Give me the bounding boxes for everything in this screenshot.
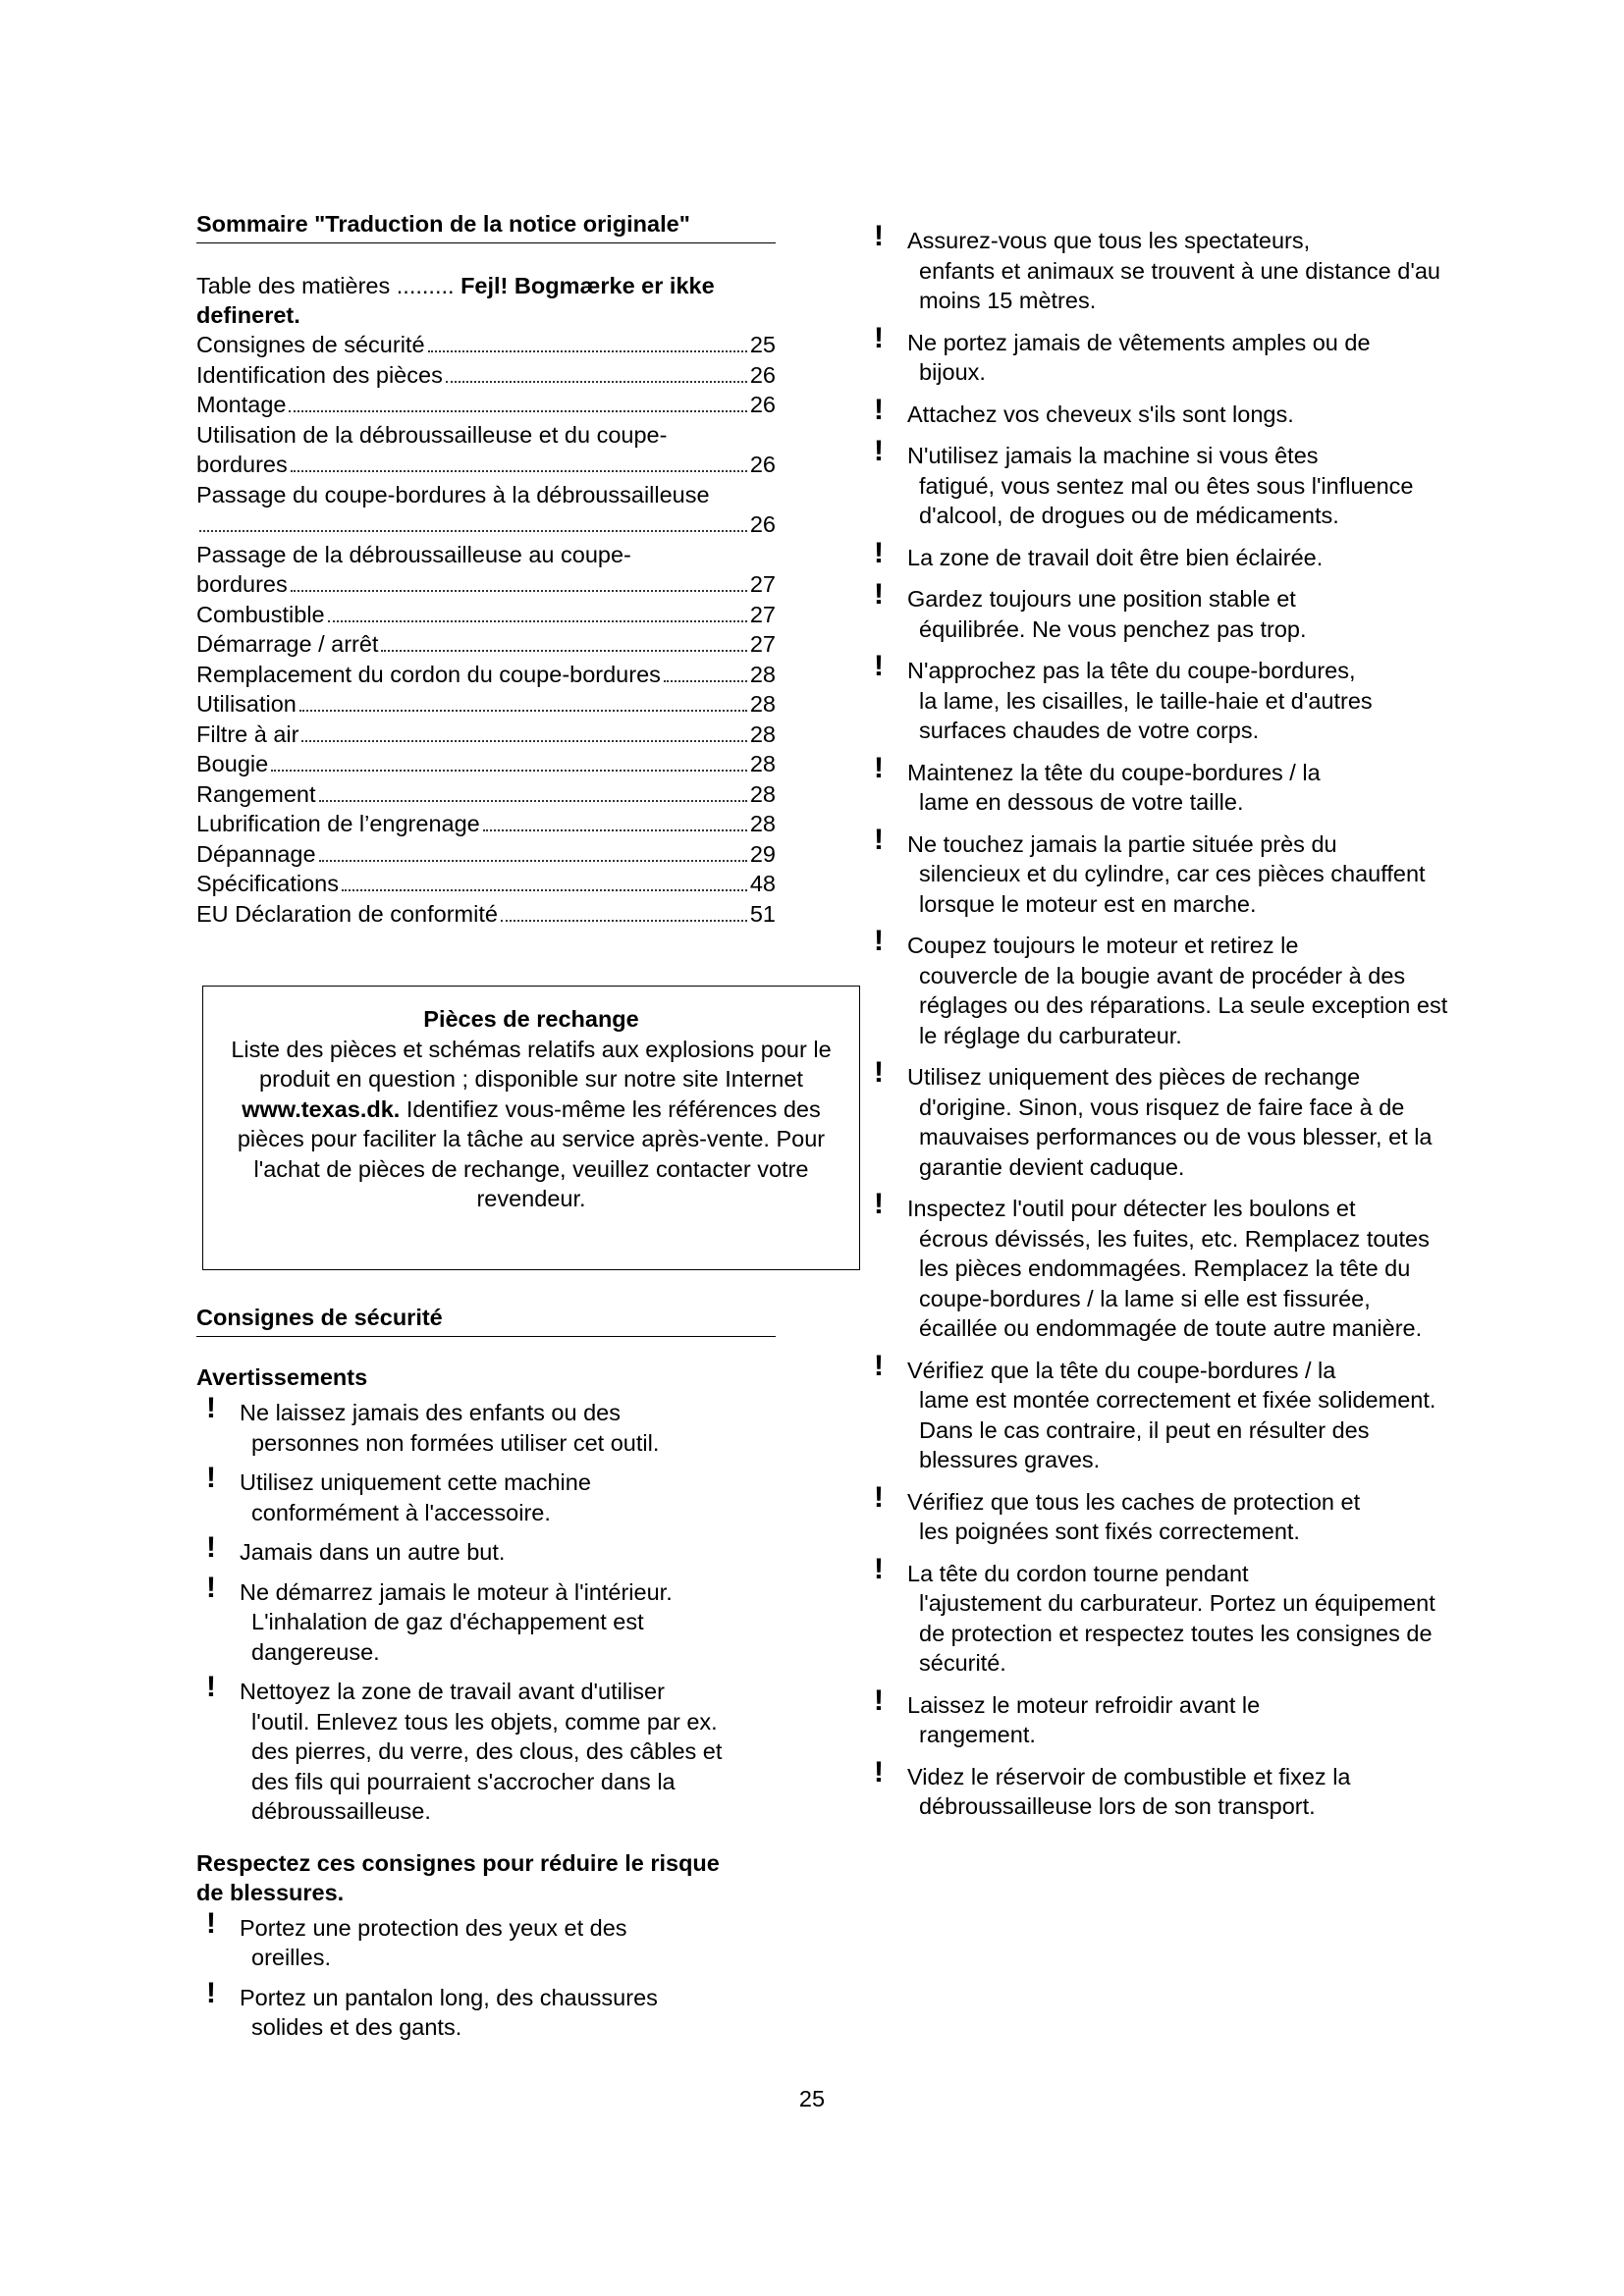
warning-item bbox=[196, 1571, 746, 1668]
warning-text-first: La zone de travail doit être bien éclairée. bbox=[907, 544, 1324, 570]
warning-text-rest: débroussailleuse lors de son transport. bbox=[919, 1793, 1316, 1819]
warning-text bbox=[907, 1062, 1453, 1182]
warning-text-first: Ne démarrez jamais le moteur à l'intérieur. bbox=[240, 1578, 673, 1605]
warning-text-first: Utilisez uniquement des pièces de rechange bbox=[907, 1064, 1361, 1090]
toc-entry-page: 26 bbox=[749, 392, 776, 417]
exclamation-icon: ! bbox=[874, 578, 884, 611]
toc-entry[interactable] bbox=[196, 899, 776, 930]
toc-dot-leader bbox=[664, 680, 747, 682]
warning-text-rest: bijoux. bbox=[919, 359, 986, 385]
warning-text-first: Jamais dans un autre but. bbox=[240, 1539, 506, 1565]
toc-entry-label: Utilisation bbox=[196, 691, 297, 717]
warning-item bbox=[864, 578, 1453, 644]
warning-text-rest: équilibrée. Ne vous penchez pas trop. bbox=[919, 615, 1307, 642]
exclamation-icon: ! bbox=[206, 1392, 216, 1424]
website-link[interactable]: www.texas.dk. bbox=[242, 1095, 401, 1122]
toc-entry-label: Spécifications bbox=[196, 871, 339, 896]
warning-text-first: Ne portez jamais de vêtements amples ou de bbox=[907, 329, 1371, 355]
warning-text-rest: couvercle de la bougie avant de procéder à des réglages ou des réparations. La seule exception est le réglage du carburateur. bbox=[919, 962, 1448, 1048]
toc-dot-leader bbox=[446, 381, 747, 383]
warning-text-rest: personnes non formées utiliser cet outil. bbox=[251, 1429, 660, 1456]
toc-entry-label: Dépannage bbox=[196, 840, 316, 867]
toc-entry[interactable] bbox=[196, 809, 776, 839]
exclamation-icon: ! bbox=[874, 1552, 884, 1585]
exclamation-icon: ! bbox=[874, 1349, 884, 1382]
warning-item bbox=[864, 220, 1453, 316]
warning-text bbox=[907, 328, 1453, 388]
toc-entry[interactable] bbox=[196, 509, 776, 540]
toc-entry-page: 29 bbox=[749, 840, 776, 867]
warning-item bbox=[864, 1349, 1453, 1475]
toc-entry-label: Rangement bbox=[196, 780, 316, 807]
toc-entry-label: Combustible bbox=[196, 601, 325, 627]
warning-text-first: Gardez toujours une position stable et bbox=[907, 586, 1296, 612]
toc-entry-page: 26 bbox=[749, 452, 776, 477]
warning-item bbox=[196, 1906, 746, 1973]
toc-entry-label: Consignes de sécurité bbox=[196, 332, 425, 357]
toc-entry-label: bordures bbox=[196, 452, 288, 477]
toc-entry-page: 28 bbox=[749, 780, 776, 807]
warning-item bbox=[864, 393, 1453, 430]
warning-item bbox=[196, 1671, 746, 1827]
exclamation-icon: ! bbox=[874, 321, 884, 354]
exclamation-icon: ! bbox=[874, 1755, 884, 1789]
toc-dot-leader bbox=[301, 740, 746, 742]
warning-text-rest: oreilles. bbox=[251, 1945, 331, 1970]
warning-text-first: Maintenez la tête du coupe-bordures / la bbox=[907, 759, 1321, 785]
toc-entry-page: 28 bbox=[749, 661, 776, 687]
toc-entry[interactable] bbox=[196, 330, 776, 360]
warning-text-first: Attachez vos cheveux s'ils sont longs. bbox=[907, 400, 1294, 427]
warning-text-rest: solides et des gants. bbox=[251, 2014, 462, 2040]
toc-dot-leader bbox=[501, 920, 747, 922]
warning-text bbox=[907, 829, 1453, 920]
toc-entry-page: 27 bbox=[749, 571, 776, 597]
toc-entry-page: 28 bbox=[749, 751, 776, 776]
warning-text-rest: L'inhalation de gaz d'échappement est dangereuse. bbox=[251, 1609, 644, 1665]
exclamation-icon: ! bbox=[874, 1056, 884, 1089]
toc-entry[interactable] bbox=[196, 569, 776, 600]
warning-item bbox=[864, 1188, 1453, 1344]
warning-text bbox=[907, 441, 1453, 531]
exclamation-icon: ! bbox=[874, 435, 884, 467]
warning-text bbox=[907, 1487, 1453, 1547]
warning-text-rest: fatigué, vous sentez mal ou êtes sous l'influence d'alcool, de drogues ou de médicaments. bbox=[919, 472, 1414, 528]
toc-dot-leader bbox=[319, 800, 747, 802]
exclamation-icon: ! bbox=[206, 1906, 216, 1940]
warning-item bbox=[864, 1683, 1453, 1750]
toc-entry-page: 26 bbox=[749, 361, 776, 388]
warning-text bbox=[240, 1398, 746, 1458]
toc-entry[interactable] bbox=[196, 689, 776, 720]
exclamation-icon: ! bbox=[874, 393, 884, 426]
exclamation-icon: ! bbox=[206, 1976, 216, 2009]
warning-text-rest: d'origine. Sinon, vous risquez de faire face à de mauvaises performances ou de vous blesser, et la garantie devient caduque. bbox=[919, 1094, 1433, 1180]
exclamation-icon: ! bbox=[874, 751, 884, 784]
warning-text bbox=[907, 1762, 1453, 1822]
spare-parts-text: Liste des pièces et schémas relatifs aux explosions pour le produit en question ; disponible sur notre site Internet www.texas.dk. Identifiez vous-même les références des pièces pour faciliter la tâche au service après-vente. Pour l'achat de pièces de rechange, veuillez contacter votre revendeur. bbox=[231, 1036, 832, 1211]
toc-entry[interactable] bbox=[196, 660, 776, 690]
toc-first-entry bbox=[196, 271, 776, 330]
toc-entry-page: 25 bbox=[749, 332, 776, 357]
warning-text bbox=[907, 1194, 1453, 1344]
warning-text-rest: la lame, les cisailles, le taille-haie et d'autres surfaces chaudes de votre corps. bbox=[919, 687, 1373, 743]
warning-text bbox=[907, 226, 1453, 316]
warning-text bbox=[240, 1983, 746, 2043]
toc-dot-leader bbox=[291, 470, 747, 472]
warning-text-rest: silencieux et du cylindre, car ces pièces chauffent lorsque le moteur est en marche. bbox=[919, 861, 1426, 917]
toc-entry-label: Démarrage / arrêt bbox=[196, 631, 379, 657]
warning-text-rest: lame est montée correctement et fixée solidement. Dans le cas contraire, il peut en résulter des blessures graves. bbox=[919, 1387, 1436, 1472]
safety-title: Consignes de sécurité bbox=[196, 1304, 776, 1337]
exclamation-icon: ! bbox=[206, 1462, 216, 1494]
toc-entry[interactable] bbox=[196, 450, 776, 480]
toc-dot-leader bbox=[289, 410, 746, 412]
exclamation-icon: ! bbox=[874, 925, 884, 957]
warning-text-first: Inspectez l'outil pour détecter les boulons et bbox=[907, 1196, 1356, 1221]
warning-text-first: N'utilisez jamais la machine si vous êtes bbox=[907, 443, 1319, 468]
warning-text-rest: conformément à l'accessoire. bbox=[251, 1499, 551, 1525]
warning-text-rest: lame en dessous de votre taille. bbox=[919, 789, 1244, 815]
spare-parts-box bbox=[202, 986, 860, 1270]
warning-text bbox=[907, 400, 1453, 430]
reduce-injury-title: Respectez ces consignes pour réduire le risque de blessures. bbox=[196, 1849, 720, 1905]
toc-entry[interactable] bbox=[196, 779, 776, 810]
warning-text-first: Portez un pantalon long, des chaussures bbox=[240, 1984, 658, 2010]
exclamation-icon: ! bbox=[874, 1188, 884, 1220]
warning-text bbox=[907, 1356, 1453, 1475]
toc-dot-leader bbox=[342, 889, 747, 891]
toc-dot-leader bbox=[199, 530, 747, 532]
warning-item bbox=[864, 1056, 1453, 1182]
exclamation-icon: ! bbox=[874, 1683, 884, 1717]
warning-item bbox=[864, 925, 1453, 1050]
toc-entry[interactable] bbox=[196, 629, 776, 660]
toc-entry[interactable] bbox=[196, 839, 776, 870]
warning-text bbox=[907, 1690, 1453, 1750]
warning-text-first: Assurez-vous que tous les spectateurs, bbox=[907, 228, 1311, 253]
toc-entry-page: 27 bbox=[749, 631, 776, 657]
warning-item bbox=[196, 1392, 746, 1458]
warning-text bbox=[907, 1559, 1453, 1679]
warning-item bbox=[196, 1976, 746, 2043]
spare-parts-title: Pièces de rechange bbox=[423, 1006, 639, 1032]
toc-dot-leader bbox=[291, 590, 747, 592]
toc-entry-label: bordures bbox=[196, 571, 288, 597]
toc-entry-page: 27 bbox=[749, 601, 776, 627]
page-number: 25 bbox=[798, 2086, 826, 2111]
warning-text-first: N'approchez pas la tête du coupe-bordures, bbox=[907, 658, 1356, 683]
warning-text-rest: écrous dévissés, les fuites, etc. Remplacez toutes les pièces endommagées. Remplacez la tête du coupe-bordures / la lame si elle est fissurée, écaillée ou endommagée de toute autre manière. bbox=[919, 1225, 1430, 1341]
warnings-list-left bbox=[196, 1392, 746, 1827]
right-column bbox=[864, 220, 1448, 1834]
warning-item bbox=[864, 321, 1453, 388]
toc-entry-page: 28 bbox=[749, 691, 776, 717]
sommaire-title: Sommaire "Traduction de la notice originale" bbox=[196, 210, 776, 243]
warning-item bbox=[864, 1480, 1453, 1547]
exclamation-icon: ! bbox=[874, 650, 884, 682]
warning-item bbox=[196, 1462, 746, 1527]
warning-text-first: Utilisez uniquement cette machine bbox=[240, 1469, 591, 1495]
table-of-contents bbox=[196, 271, 776, 929]
warning-text bbox=[907, 931, 1453, 1050]
warning-item bbox=[864, 435, 1453, 531]
left-column bbox=[196, 210, 832, 2053]
warning-text bbox=[907, 543, 1453, 573]
toc-entry-page: 28 bbox=[749, 721, 776, 747]
toc-entry-label: Bougie bbox=[196, 751, 269, 776]
toc-dot-leader bbox=[483, 829, 747, 831]
warning-text bbox=[907, 656, 1453, 746]
exclamation-icon: ! bbox=[874, 220, 884, 252]
warning-item bbox=[864, 1755, 1453, 1822]
toc-entry[interactable] bbox=[196, 360, 776, 391]
toc-first-label: Table des matières ......... bbox=[196, 273, 461, 298]
warning-item bbox=[864, 536, 1453, 573]
toc-entry-label: Filtre à air bbox=[196, 721, 299, 747]
toc-dot-leader bbox=[328, 620, 747, 622]
warning-text-first: Nettoyez la zone de travail avant d'utiliser bbox=[240, 1679, 665, 1704]
warning-text-first: Portez une protection des yeux et des bbox=[240, 1914, 627, 1941]
warnings-title: Avertissements bbox=[196, 1364, 368, 1390]
reduce-injury-list bbox=[196, 1906, 746, 2043]
warning-text-rest: enfants et animaux se trouvent à une distance d'au moins 15 mètres. bbox=[919, 257, 1440, 313]
toc-entry[interactable] bbox=[196, 600, 776, 630]
warning-text-first: Laissez le moteur refroidir avant le bbox=[907, 1691, 1261, 1718]
warning-text-first: Ne laissez jamais des enfants ou des bbox=[240, 1400, 621, 1425]
toc-entry[interactable] bbox=[196, 869, 776, 899]
toc-dot-leader bbox=[428, 350, 747, 352]
toc-entry-line: Passage de la débroussailleuse au coupe- bbox=[196, 541, 631, 567]
toc-entry-page: 28 bbox=[749, 811, 776, 836]
toc-entry[interactable] bbox=[196, 720, 776, 750]
warning-text-first: Videz le réservoir de combustible et fixez la bbox=[907, 1763, 1351, 1789]
warning-text bbox=[240, 1577, 746, 1668]
toc-entry-label: Montage bbox=[196, 392, 287, 417]
toc-dot-leader bbox=[299, 710, 747, 712]
toc-entry-line: Passage du coupe-bordures à la débroussailleuse bbox=[196, 481, 710, 507]
toc-entry-page: 48 bbox=[749, 871, 776, 896]
warning-text bbox=[907, 584, 1453, 644]
toc-dot-leader bbox=[319, 860, 747, 862]
toc-dot-leader bbox=[381, 650, 746, 652]
toc-entry-label: EU Déclaration de conformité bbox=[196, 900, 498, 927]
toc-entry-line: Utilisation de la débroussailleuse et du coupe- bbox=[196, 421, 668, 448]
toc-entry[interactable] bbox=[196, 749, 776, 779]
warning-text-first: La tête du cordon tourne pendant bbox=[907, 1560, 1249, 1586]
toc-entry-label: Identification des pièces bbox=[196, 361, 443, 388]
warning-text-rest: rangement. bbox=[919, 1722, 1036, 1747]
warning-item bbox=[196, 1531, 746, 1568]
warning-text bbox=[907, 758, 1453, 818]
toc-dot-leader bbox=[271, 770, 747, 772]
warning-text bbox=[240, 1677, 746, 1827]
exclamation-icon: ! bbox=[874, 536, 884, 569]
warning-text-rest: l'ajustement du carburateur. Portez un équipement de protection et respectez toutes les consignes de sécurité. bbox=[919, 1590, 1435, 1676]
warning-item bbox=[864, 650, 1453, 746]
warning-text-rest: les poignées sont fixés correctement. bbox=[919, 1519, 1300, 1544]
warnings-list-right bbox=[864, 220, 1453, 1822]
warning-text-first: Coupez toujours le moteur et retirez le bbox=[907, 933, 1299, 958]
toc-entry-label: Remplacement du cordon du coupe-bordures bbox=[196, 661, 661, 687]
exclamation-icon: ! bbox=[206, 1571, 216, 1604]
warning-text bbox=[240, 1913, 746, 1973]
warning-text-first: Vérifiez que la tête du coupe-bordures / la bbox=[907, 1357, 1336, 1383]
toc-entries bbox=[196, 330, 776, 929]
exclamation-icon: ! bbox=[206, 1671, 216, 1703]
warning-text bbox=[240, 1468, 746, 1527]
toc-entry-page: 26 bbox=[749, 511, 776, 537]
toc-entry-page: 51 bbox=[749, 900, 776, 927]
exclamation-icon: ! bbox=[206, 1531, 216, 1564]
warning-item bbox=[864, 751, 1453, 818]
warning-item bbox=[864, 1552, 1453, 1679]
toc-entry[interactable] bbox=[196, 390, 776, 420]
warning-text-rest: l'outil. Enlevez tous les objets, comme par ex. des pierres, du verre, des clous, des câbles et des fils qui pourraient s'accrocher dans la débroussailleuse. bbox=[251, 1708, 723, 1824]
exclamation-icon: ! bbox=[874, 823, 884, 856]
warning-text-first: Ne touchez jamais la partie située près du bbox=[907, 830, 1337, 857]
exclamation-icon: ! bbox=[874, 1480, 884, 1514]
warning-text-first: Vérifiez que tous les caches de protection et bbox=[907, 1488, 1361, 1515]
toc-first-error: Fejl! Bogmærke er ikke defineret. bbox=[196, 273, 715, 328]
toc-entry-label: Lubrification de l’engrenage bbox=[196, 811, 480, 836]
warning-text bbox=[240, 1537, 746, 1568]
warning-item bbox=[864, 823, 1453, 920]
